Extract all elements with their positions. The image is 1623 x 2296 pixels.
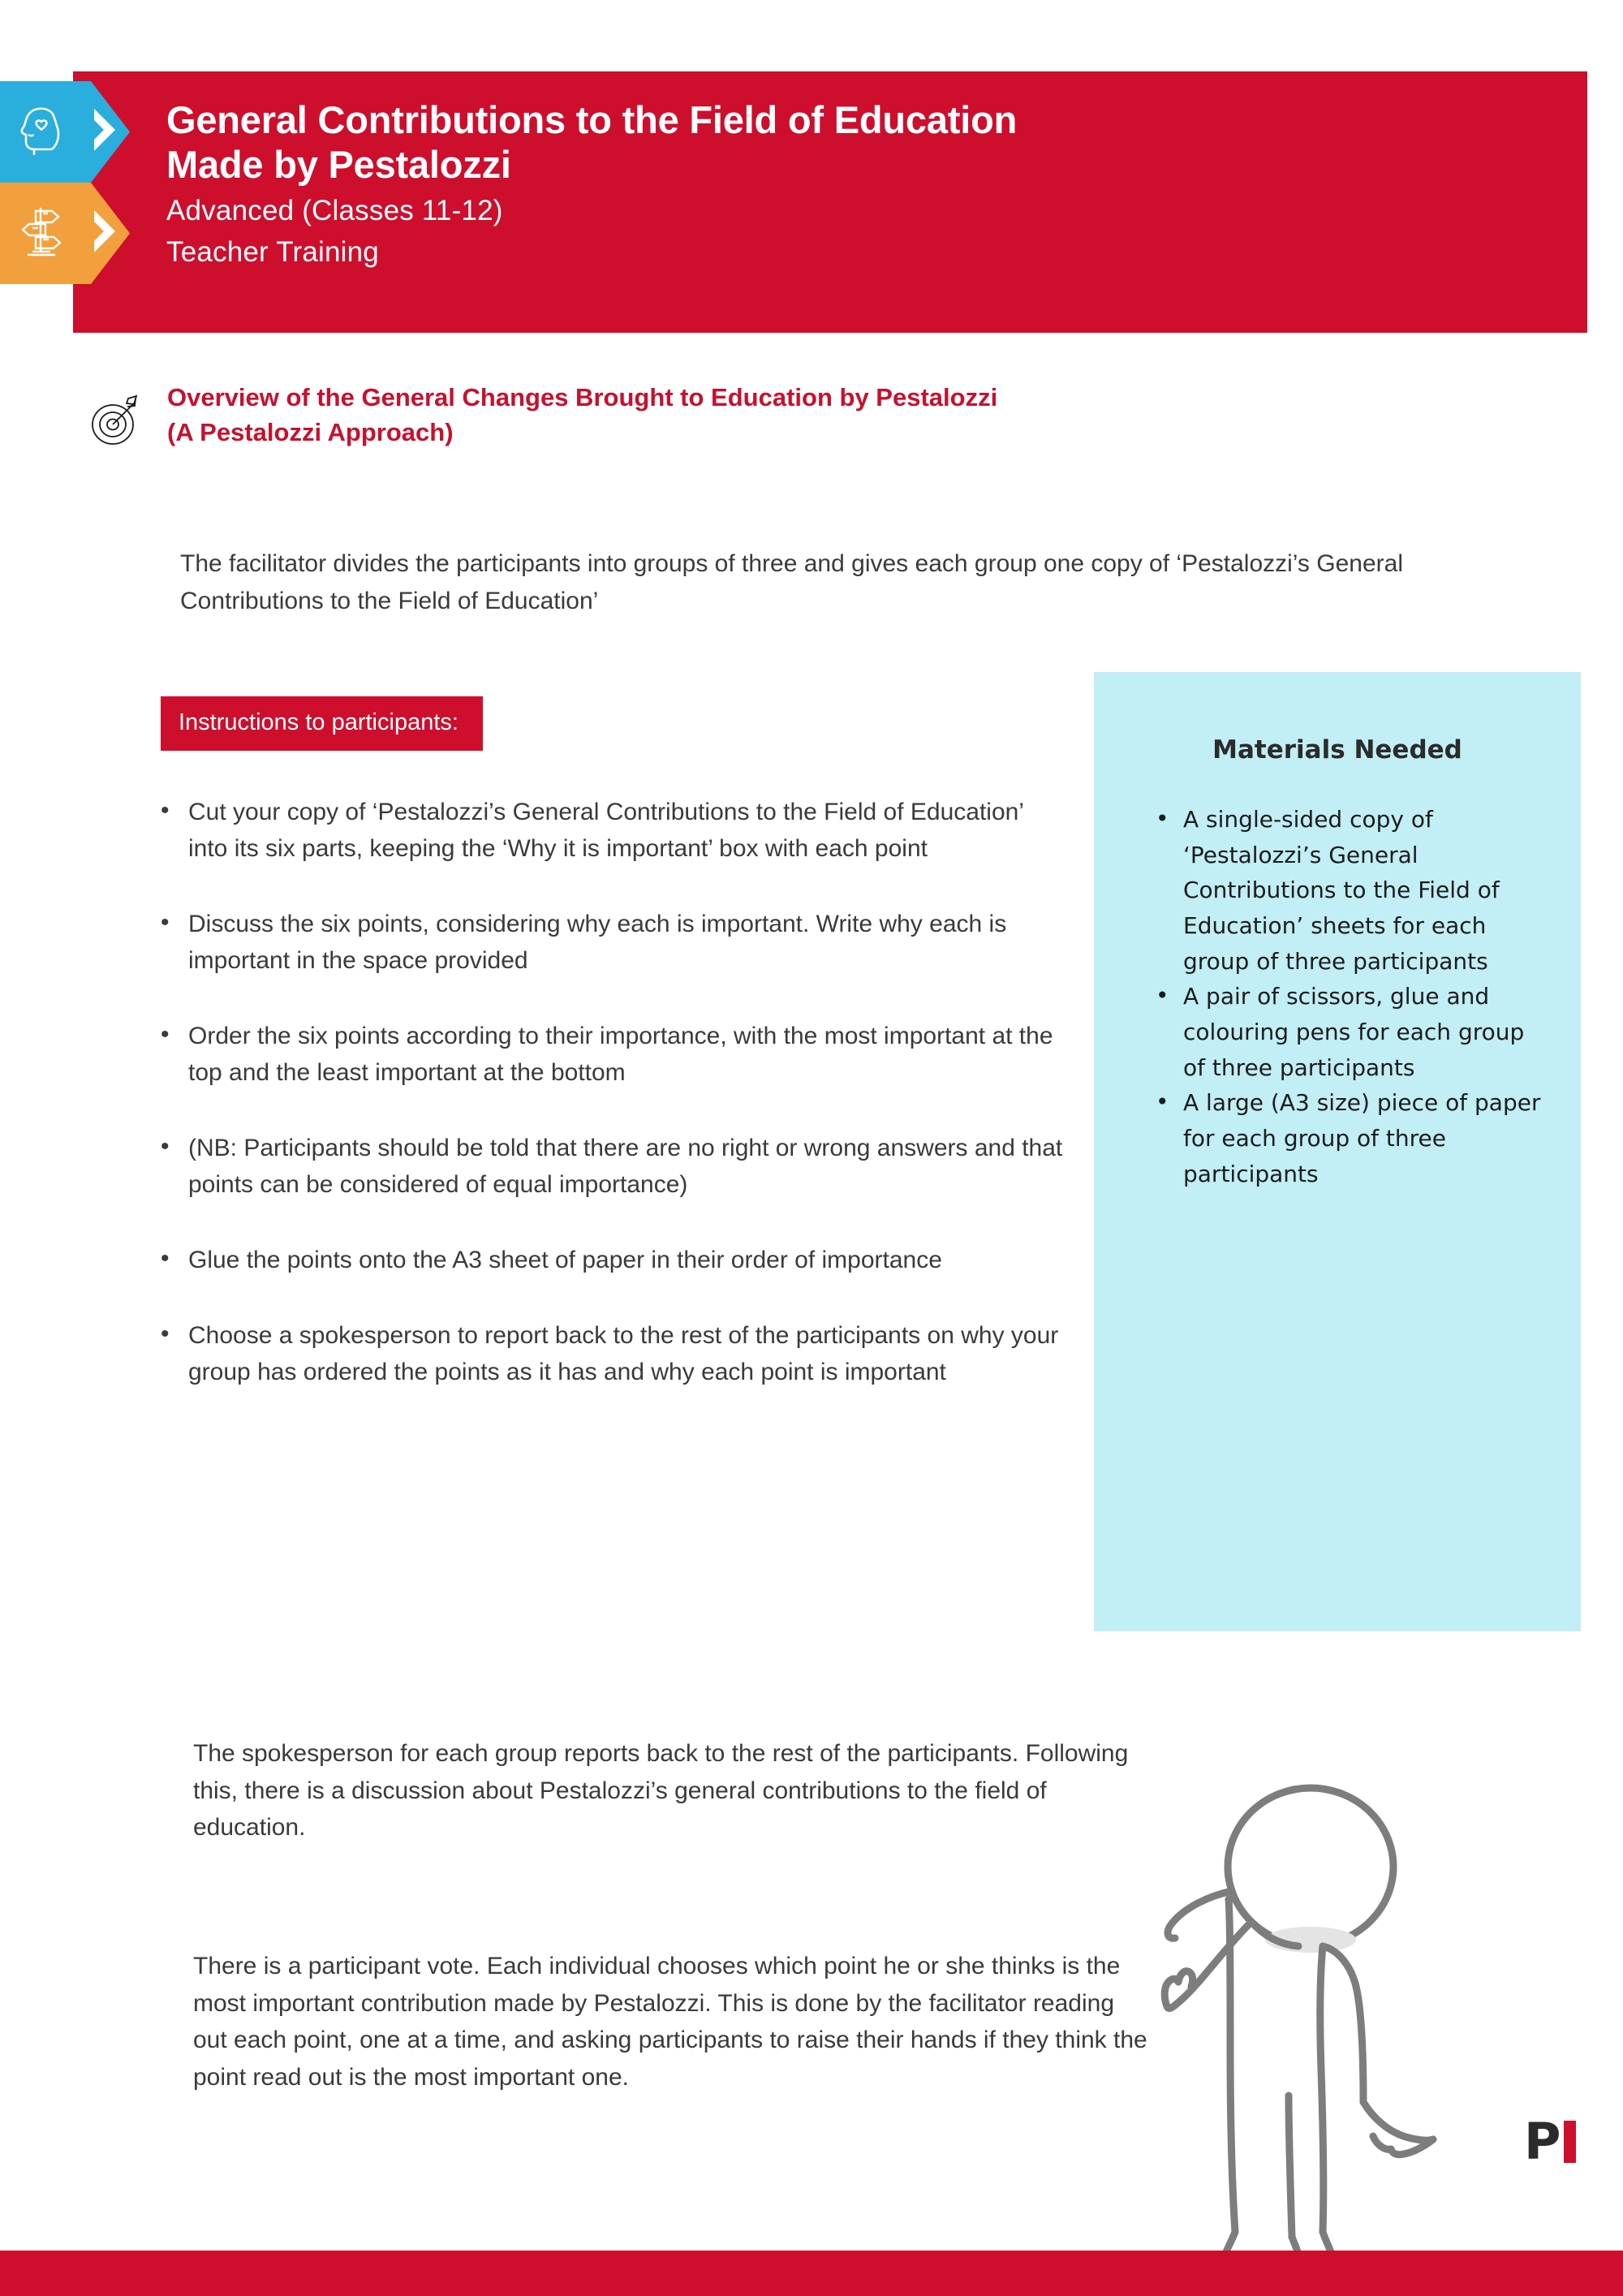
materials-list: [1151, 802, 1548, 1191]
logo-letter-p: P: [1524, 2112, 1561, 2171]
overview-heading-line1: Overview of the General Changes Brought to Education by Pestalozzi: [167, 383, 998, 411]
materials-panel: [1094, 672, 1581, 1631]
overview-heading: [167, 377, 997, 450]
closing-paragraph-2: There is a participant vote. Each individual chooses which point he or she thinks is the most important contribution made by Pestalozzi. This is done by the facilitator reading out each point, one at a time, and asking participants to raise their hands if they think the point read out is the most important one.: [193, 1953, 1147, 2091]
page-title-line1: General Contributions to the Field of Education: [166, 98, 1018, 141]
chevron-right-icon: [91, 209, 118, 258]
signpost-icon: [18, 205, 65, 262]
overview-heading-line2: (A Pestalozzi Approach): [167, 417, 454, 446]
head-heart-icon: [18, 103, 63, 161]
intro-paragraph: The facilitator divides the participants into groups of three and gives each group one copy of ‘Pestalozzi’s General Contributions to the Field of Education’: [180, 550, 1403, 614]
person-raising-hand-illustration: [1160, 1777, 1453, 2285]
list-item: • (NB: Participants should be told that there are no right or wrong answers and that points can be considered of equal importance): [154, 1130, 1063, 1203]
pi-logo: [1524, 2112, 1576, 2171]
list-item: • Choose a spokesperson to report back to the rest of the participants on why your group has ordered the points as it has and why each point is important: [154, 1317, 1063, 1390]
closing-paragraph-1: The spokesperson for each group reports back to the rest of the participants. Following this, there is a discussion about Pestalozzi’s general contributions to the field of education.: [193, 1740, 1129, 1842]
instructions-badge: Instructions to participants:: [161, 696, 483, 751]
header-text-block: [166, 97, 1465, 271]
list-item: • Discuss the six points, considering why each is important. Write why each is important in the space provided: [154, 906, 1063, 979]
list-item: • A single-sided copy of ‘Pestalozzi’s General Contributions to the Field of Education’ sheets for each group of three participants: [1151, 802, 1548, 979]
header-audience: Teacher Training: [166, 236, 379, 269]
list-item: • Order the six points according to their importance, with the most important at the top and the least important at the bottom: [154, 1018, 1063, 1091]
header-level: Advanced (Classes 11-12): [166, 194, 503, 226]
footer-bar: [0, 2251, 1623, 2296]
list-item: • Cut your copy of ‘Pestalozzi’s General Contributions to the Field of Education’ into its six parts, keeping the ‘Why it is important’ box with each point: [154, 794, 1063, 867]
target-arrow-icon: [88, 392, 144, 453]
instructions-list: [154, 794, 1063, 1429]
page-title-line2: Made by Pestalozzi: [166, 143, 511, 187]
logo-red-bar: [1564, 2121, 1576, 2163]
list-item: • A large (A3 size) piece of paper for each group of three participants: [1151, 1085, 1548, 1191]
list-item: • Glue the points onto the A3 sheet of paper in their order of importance: [154, 1242, 1063, 1278]
overview-heading-row: [88, 377, 1467, 453]
materials-title: Materials Needed: [1212, 735, 1462, 765]
list-item: • A pair of scissors, glue and colouring pens for each group of three participants: [1151, 979, 1548, 1085]
chevron-right-icon: [91, 107, 118, 157]
